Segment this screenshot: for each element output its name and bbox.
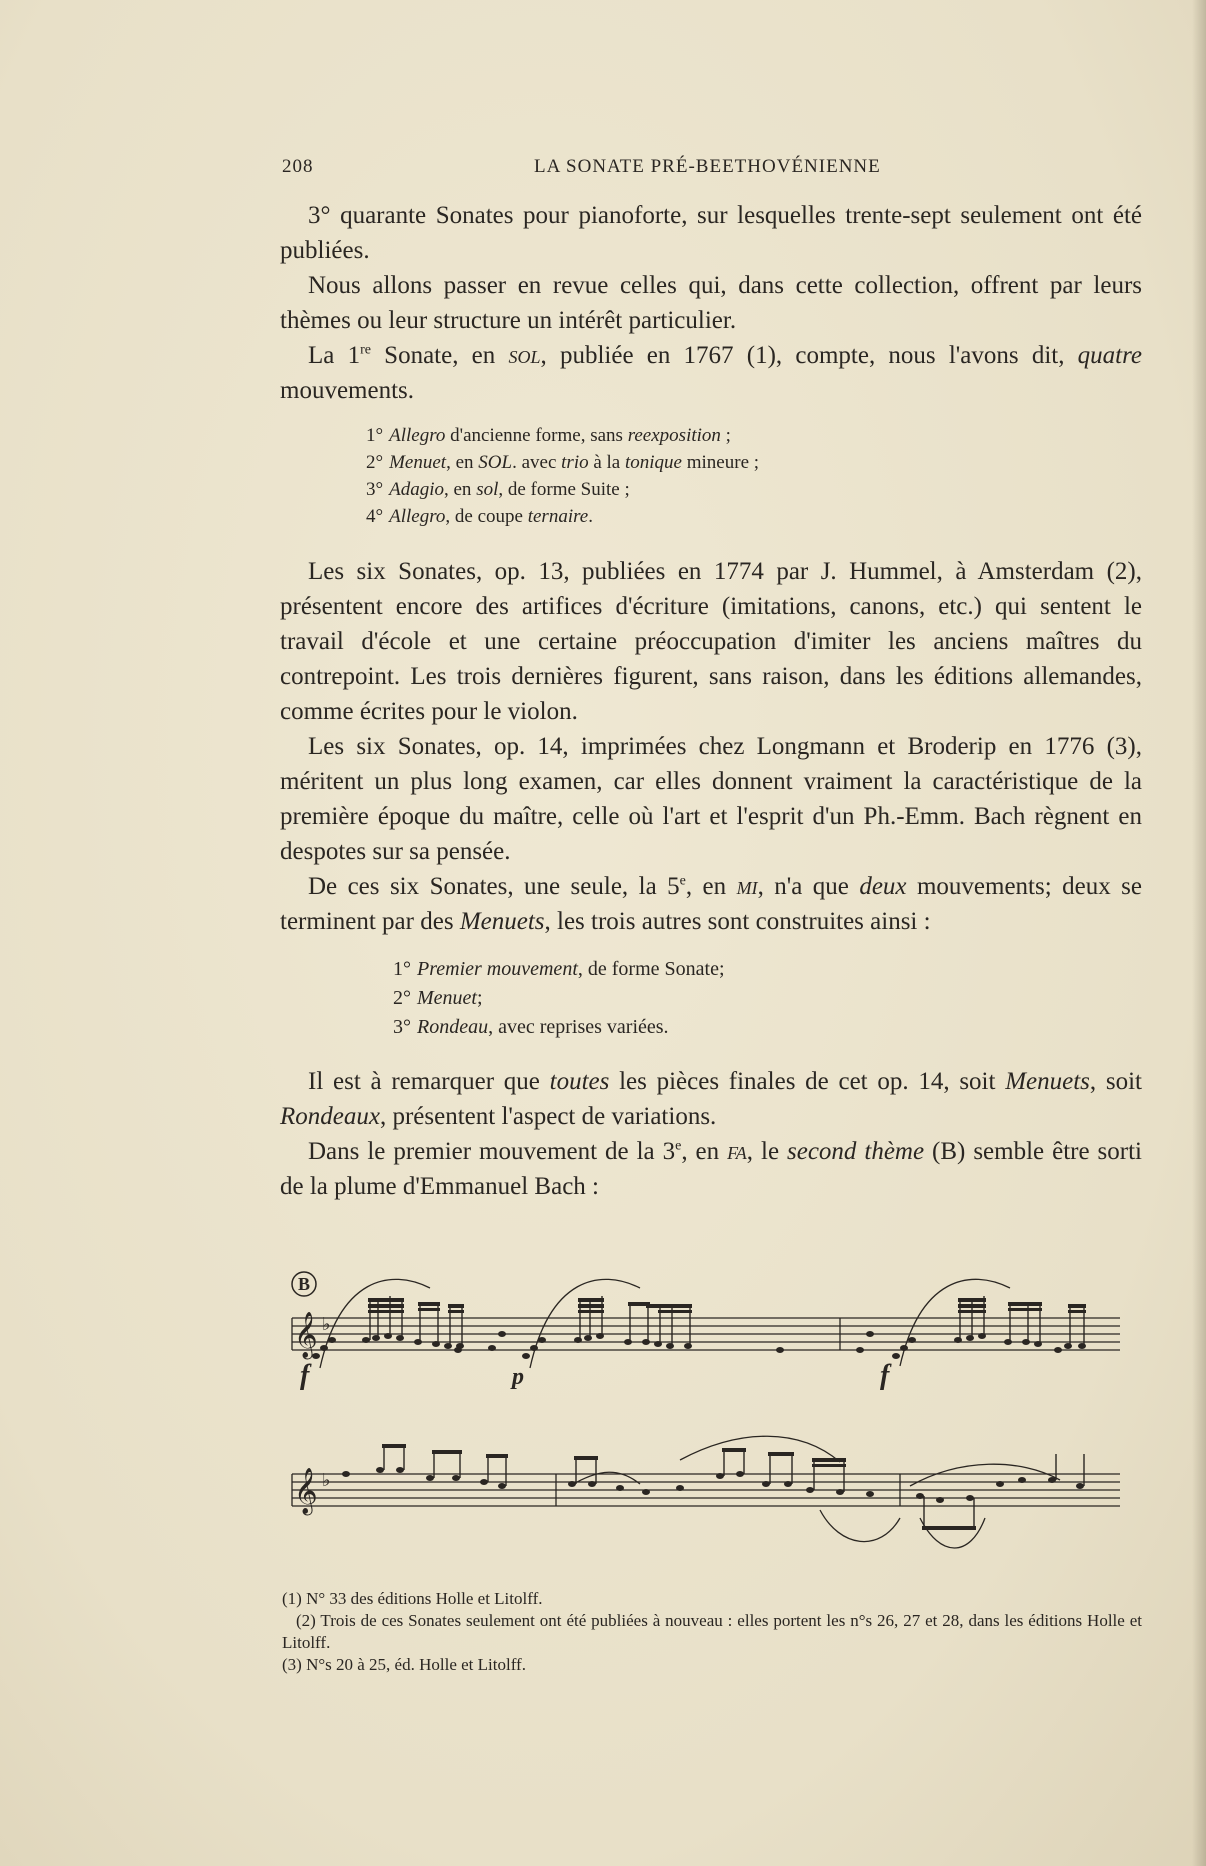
page-edge-shadow — [1192, 0, 1206, 1866]
footnote-1: (1) N° 33 des éditions Holle et Litolff. — [282, 1589, 543, 1608]
page-number: 208 — [282, 156, 314, 177]
staff-system-2 — [292, 1474, 1120, 1506]
treble-clef-icon: 𝄞 — [294, 1312, 318, 1358]
paragraph-5: Les six Sonates, op. 14, imprimées chez Longmann et Broderip en 1776 (3), méritent un plus long examen, car elles donnent vraiment la caractéristique de la première époque du maître, celle où l'art et l'esprit d'un Ph.-Emm. Bach règnent en despotes sur sa pensée. — [280, 733, 1142, 865]
paragraph-1: 3° quarante Sonates pour pianoforte, sur lesquelles trente-sept seulement ont été publiées. — [280, 202, 1142, 264]
list-item: 4° Allegro, de coupe ternaire. — [366, 506, 593, 527]
dynamic-mark: p — [512, 1364, 524, 1390]
paragraph-7: Il est à remarquer que toutes les pièces finales de cet op. 14, soit Menuets, soit Rondeaux, présentent l'aspect de variations. — [280, 1068, 1142, 1130]
list-item: 1° Premier mouvement, de forme Sonate; — [393, 958, 725, 980]
music-example — [280, 1248, 1150, 1588]
paragraph-2: Nous allons passer en revue celles qui, dans cette collection, offrent par leurs thèmes ou leur structure un intérêt particulier. — [280, 272, 1142, 334]
running-title: LA SONATE PRÉ-BEETHOVÉNIENNE — [534, 156, 881, 177]
paragraph-4: Les six Sonates, op. 13, publiées en 1774 par J. Hummel, à Amsterdam (2), présentent encore des artifices d'écriture (imitations, canons, etc.) qui sentent le travail d'école et une certaine préoccupation d'imiter les anciens maîtres du contrepoint. Les trois dernières figurent, sans raison, dans les éditions allemandes, comme écrites pour le violon. — [280, 558, 1142, 725]
paragraph-3: La 1re Sonate, en sol, publiée en 1767 (1), compte, nous l'avons dit, quatre mouvements. — [280, 342, 1143, 404]
footnotes — [282, 1588, 1142, 1676]
paragraph-6: De ces six Sonates, une seule, la 5e, en mi, n'a que deux mouvements; deux se terminent par des Menuets, les trois autres sont construites ainsi : — [280, 873, 1142, 935]
dynamic-mark: f — [880, 1360, 890, 1391]
list-item: 3° Rondeau, avec reprises variées. — [393, 1016, 669, 1038]
treble-clef-icon: 𝄞 — [294, 1468, 318, 1514]
body-text — [280, 198, 1142, 1204]
list-item: 1° Allegro d'ancienne forme, sans reexposition ; — [366, 425, 731, 446]
list-item: 2° Menuet, en SOL. avec trio à la tonique mineure ; — [366, 452, 760, 473]
example-label — [292, 1272, 316, 1296]
paragraph-8: Dans le premier mouvement de la 3e, en fa, le second thème (B) semble être sorti de la plume d'Emmanuel Bach : — [280, 1138, 1142, 1200]
flat-sign-icon: ♭ — [322, 1314, 331, 1335]
list-item: 3° Adagio, en sol, de forme Suite ; — [366, 479, 630, 500]
dynamic-mark: f — [300, 1360, 310, 1391]
staff-system-1 — [292, 1318, 1120, 1350]
movement-list-2 — [393, 955, 1142, 1042]
footnote-2: (2) Trois de ces Sonates seulement ont été publiées à nouveau : elles portent les n°s 26, 27 et 28, dans les éditions Holle et Litolff. — [282, 1611, 1142, 1652]
list-item: 2° Menuet; — [393, 987, 483, 1009]
movement-list-1 — [366, 422, 1142, 530]
svg-text:B: B — [297, 1274, 311, 1294]
flat-sign-icon: ♭ — [322, 1470, 331, 1491]
footnote-3: (3) N°s 20 à 25, éd. Holle et Litolff. — [282, 1655, 526, 1674]
